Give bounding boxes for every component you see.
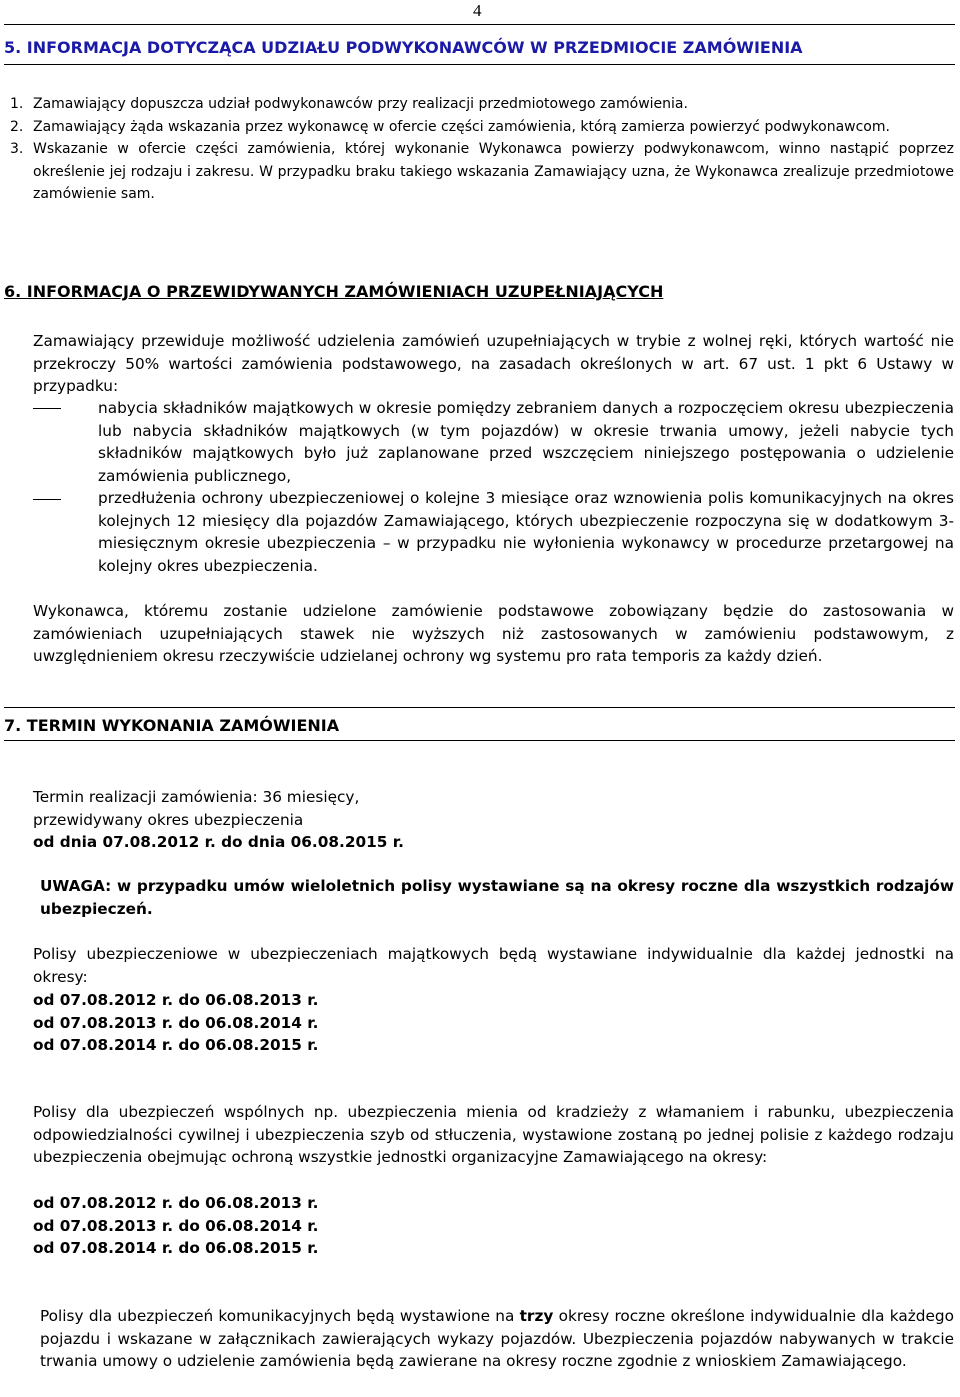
uwaga-note: UWAGA: w przypadku umów wieloletnich polisy wystawiane są na okresy roczne dla wszystkich rodzajów ubezpieczeń.	[40, 877, 954, 918]
list-number: 3.	[10, 141, 24, 157]
term-text: Termin realizacji zamówienia: 36 miesięcy,	[33, 788, 360, 806]
period-item: od 07.08.2012 r. do 06.08.2013 r.	[33, 991, 319, 1009]
section-5-heading: 5. INFORMACJA DOTYCZĄCA UDZIAŁU PODWYKONAWCÓW W PRZEDMIOCIE ZAMÓWIENIA	[4, 38, 803, 57]
period-item: od 07.08.2014 r. do 06.08.2015 r.	[33, 1036, 319, 1055]
period-item: od 07.08.2012 r. do 06.08.2013 r.	[33, 1194, 319, 1212]
joint-policies-text: Polisy dla ubezpieczeń wspólnych np. ubezpieczenia mienia od kradzieży z włamaniem i rabunku, ubezpieczenia odpowiedzialności cywilnej i ubezpieczenia szyb od stłuczenia, wystawione zostaną po jednej polisie z każdego rodzaju ubezpieczenia obejmując ochroną wszystkie jednostki organizacyjne Zamawiającego na okresy:	[33, 1103, 954, 1167]
term-block	[33, 786, 933, 854]
section-5-list	[10, 93, 954, 206]
rule-bottom	[4, 64, 955, 65]
list-text: Wskazanie w ofercie części zamówienia, której wykonanie Wykonawca powierzy podwykonawcom, winno nastąpić poprzez określenie jej rodzaju i zakresu. W przypadku braku takiego wskazania Zamawiający uzna, że Wykonawca zrealizuje przedmiotowe zamówienie sam.	[33, 141, 954, 202]
list-number: 1.	[10, 96, 24, 112]
section-6-closing: Wykonawca, któremu zostanie udzielone zamówienie podstawowe zobowiązany będzie do zastosowania w zamówieniach uzupełniających stawek nie wyższych niż zastosowanych w zamówieniu podstawowym, z uwzględnieniem okresu rzeczywiście udzielanej ochrony wg systemu pro rata temporis za każdy dzień.	[33, 602, 954, 666]
section-6-intro: Zamawiający przewiduje możliwość udzielenia zamówień uzupełniających w trybie z wolnej ręki, których wartość nie przekroczy 50% wartości zamówienia podstawowego, na zasadach określonych w art. 67 ust. 1 pkt 6 Ustawy w przypadku:	[33, 332, 954, 396]
bullet-text: przedłużenia ochrony ubezpieczeniowej o kolejne 3 miesiące oraz wznowienia polis komunikacyjnych na okres kolejnych 12 miesięcy dla pojazdów Zamawiającego, których ubezpieczenie rozpoczyna się w dodatkowym 3-miesięcznym okresie ubezpieczenia – w przypadku nie wyłonienia wykonawcy w procedurze przetargowej na kolejny okres ubezpieczenia.	[98, 489, 954, 576]
section-7-heading: 7. TERMIN WYKONANIA ZAMÓWIENIA	[4, 716, 340, 735]
list-text: Zamawiający dopuszcza udział podwykonawców przy realizacji przedmiotowego zamówienia.	[33, 96, 688, 112]
motor-text-start: Polisy dla ubezpieczeń komunikacyjnych będą wystawione na	[40, 1307, 520, 1325]
list-text: Zamawiający żąda wskazania przez wykonawcę w ofercie części zamówienia, którą zamierza powierzyć podwykonawcom.	[33, 118, 890, 135]
rule-top	[4, 707, 955, 708]
period-item: od 07.08.2014 r. do 06.08.2015 r.	[33, 1239, 319, 1258]
motor-text-end: okresy roczne określone indywidualnie dla każdego pojazdu i wskazane w załącznikach zawierających wykazy pojazdów. Ubezpieczenia pojazdów nabywanych w trakcie trwania umowy o udzielenie zamówienia będą zawierane na okresy roczne zgodnie z wnioskiem Zamawiającego.	[40, 1307, 954, 1371]
property-policies-text: Polisy ubezpieczeniowe w ubezpieczeniach majątkowych będą wystawiane indywidualnie dla każdej jednostki na okresy:	[33, 945, 954, 986]
motor-text-emphasis: trzy	[519, 1307, 554, 1325]
list-item	[10, 93, 954, 116]
page-number: 4	[473, 1, 482, 20]
joint-periods	[33, 1192, 633, 1260]
rule-bottom	[4, 740, 955, 741]
rule-top	[4, 24, 955, 25]
property-periods	[33, 989, 633, 1057]
period-item: od 07.08.2013 r. do 06.08.2014 r.	[33, 1216, 319, 1235]
list-item	[10, 138, 954, 206]
section-6-heading: 6. INFORMACJA O PRZEWIDYWANYCH ZAMÓWIENIACH UZUPEŁNIAJĄCYCH	[4, 282, 664, 301]
list-number: 2.	[10, 118, 24, 135]
motor-policies-text	[40, 1305, 954, 1373]
term-text: przewidywany okres ubezpieczenia	[33, 810, 304, 829]
dash-bullet	[33, 408, 61, 409]
term-dates: od dnia 07.08.2012 r. do dnia 06.08.2015 r.	[33, 833, 404, 852]
bullet-text: nabycia składników majątkowych w okresie pomiędzy zebraniem danych a rozpoczęciem okresu ubezpieczenia lub nabycia składników majątkowych (w tym pojazdów) w okresie trwania umowy, jeżeli nabycie tych składników majątkowych było już zaplanowane przed wszczęciem niniejszego postępowania o udzielenie zamówienia publicznego,	[98, 399, 954, 486]
dash-bullet	[33, 499, 61, 500]
period-item: od 07.08.2013 r. do 06.08.2014 r.	[33, 1013, 319, 1032]
list-item	[10, 116, 954, 139]
